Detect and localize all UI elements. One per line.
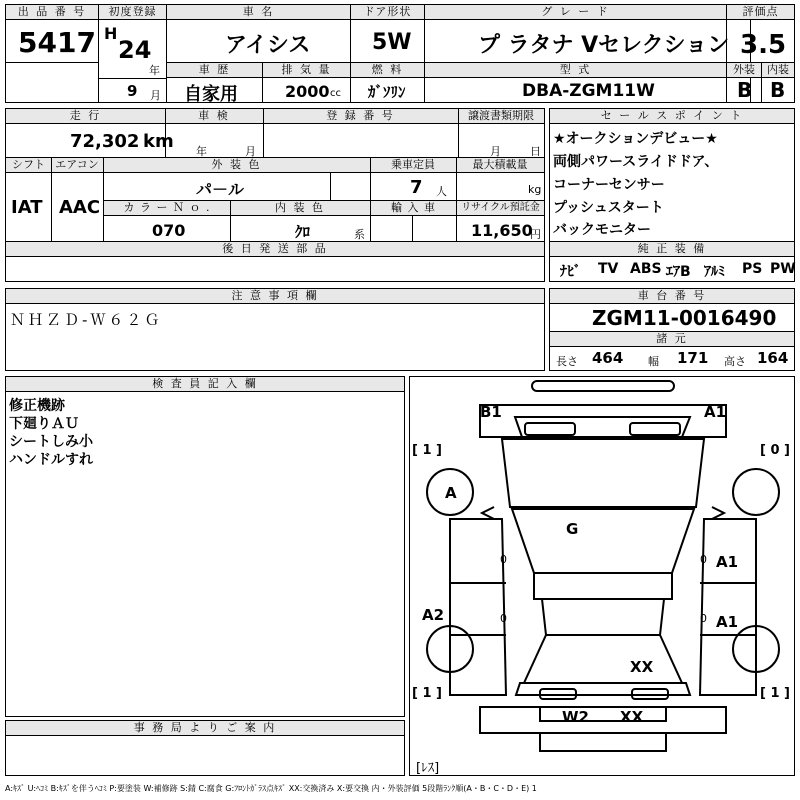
model-code: DBA-ZGM11W [522,81,655,101]
sales-point-item: バックモニター [553,222,651,238]
displacement: 2000 [285,82,330,101]
dimensions-header: 諸 元 [550,332,794,347]
interior-color: ｸﾛ [295,223,311,241]
lot-number: 5417 [18,26,96,59]
history: 自家用 [184,84,238,105]
sales-point-item: プッシュスタート [553,200,664,216]
mark-zero: 0 [700,553,707,566]
roof-mid [542,599,664,635]
shift-header: シフト [6,158,51,173]
mark-b1: B1 [480,403,502,421]
car-name-header: 車 名 [167,5,350,20]
score-value: 3.5 [740,30,787,60]
first-reg-era: H [104,24,118,43]
car-damage-diagram [409,376,795,776]
hood [502,439,704,507]
transfer-month-unit: 月 [490,145,501,158]
later-parts-header: 後 日 発 送 部 品 [6,242,544,257]
interior-color-header: 内 装 色 [230,201,370,216]
interior-score-header: 内装 [762,63,794,78]
first-reg-year-unit: 年 [149,64,160,77]
exterior-color-header: 外 装 色 [103,158,370,173]
chassis-number: ZGM11-0016490 [592,306,777,330]
grade: プ ラタナ Vセレクション [478,33,730,58]
tire-rear-left: [ 1 ] [412,686,442,701]
sales-points-header: セ ー ル ス ポ イ ン ト [550,109,794,124]
height: 164 [757,349,789,367]
transfer-header: 譲渡書類期限 [458,109,544,124]
score-header: 評価点 [727,5,794,20]
max-load-header: 最大積載量 [456,158,544,173]
grade-header: グ レ ー ド [425,5,726,20]
sales-point-item: コーナーセンサー [553,177,665,193]
recycle-unit: 円 [530,228,541,241]
first-reg-year: 24 [118,36,152,64]
max-load-unit: kg [528,183,542,196]
inspection-month-unit: 月 [245,145,256,158]
mark-xx-rear: XX [630,658,654,676]
mark-a2-left: A2 [422,606,445,624]
mark-a1-right-front: A1 [716,553,739,571]
exterior-score-header: 外装 [727,63,761,78]
length-label: 長さ [556,355,578,368]
equipment-item: TV [598,261,619,277]
displacement-unit: cc [330,88,341,99]
color-no: 070 [152,221,186,240]
left-side-body [450,519,506,695]
shift: IAT [11,197,43,218]
transfer-day-unit: 日 [530,145,541,158]
capacity-header: 乗車定員 [370,158,456,173]
tire-front-left: [ 1 ] [412,443,442,458]
inspector-line: 修正機跡 [9,398,65,414]
fuel: ｶﾞｿﾘﾝ [368,83,406,101]
mark-zero: 0 [500,612,507,625]
tire-rear-right: [ 1 ] [760,686,790,701]
notes-text: ＮＨＺＤ-Ｗ６２Ｇ [10,311,163,329]
mileage-header: 走 行 [6,109,165,124]
right-headlight [630,423,680,435]
inspector-line: 下廻りＡＵ [9,416,79,432]
aircon-header: エアコン [51,158,103,173]
history-header: 車 歴 [167,63,262,78]
mark-xx-bumper: XX [620,708,644,726]
equipment-item: ｱﾙﾐ [704,264,725,280]
inspector-line: ハンドルすれ [9,452,93,468]
sales-point-item: ★オークションデビュー★ [553,131,718,147]
height-label: 高さ [724,355,746,368]
inspector-header: 検 査 員 記 入 欄 [6,377,404,392]
registration-header: 登 録 番 号 [263,109,458,124]
inspection-year-unit: 年 [196,145,207,158]
legend: A:ｷｽﾞ U:ﾍｺﾐ B:ｷｽﾞを伴うﾍｺﾐ P:要塗装 W:補修跡 S:錆 C:腐食 G:ﾌﾛﾝﾄｶﾞﾗｽ点ｷｽﾞ XX:交換済み X:要交換 内・外装評価 5段階ﾗﾝｸ順(A・B・C・D・E) 1 [5,784,537,793]
roof [534,573,672,599]
model-code-header: 型 式 [425,63,726,78]
tire-front-right: [ 0 ] [760,443,790,458]
mileage: 72,302 [70,131,140,152]
equipment-item: PW [770,261,796,277]
license-plate-area [540,707,666,721]
inspection-header: 車 検 [165,109,263,124]
aircon: AAC [59,197,101,218]
import-header: 輸 入 車 [371,201,456,216]
first-reg-header: 初度登録 [99,5,166,20]
color-no-header: カ ラ ー Ｎ ｏ . [104,201,230,216]
door-header: ドア形状 [351,5,424,20]
equipment-item: ｴｱB [666,264,691,280]
width: 171 [677,349,709,367]
equipment-item: ﾅﾋﾞ [560,264,581,280]
exterior-score: B [737,78,753,102]
front-bumper-top-bar [532,381,674,391]
recycle-fee: 11,650 [471,221,533,240]
rear-window [524,635,682,683]
recycle-header: リサイクル預託金 [457,201,544,216]
mark-g-windshield: G [566,520,579,538]
left-headlight [525,423,575,435]
mark-a1-right-rear: A1 [716,613,739,631]
car-name: アイシス [225,33,311,58]
option-label: [ﾚｽ] [416,761,440,776]
interior-score: B [770,78,786,102]
mark-a1-front: A1 [704,403,727,421]
equipment-item: PS [742,261,763,277]
capacity-unit: 人 [436,185,447,198]
office-header: 事 務 局 よ り ご 案 内 [6,721,404,736]
inspector-line: シートしみ小 [9,434,93,450]
interior-color-suffix: 系 [354,228,365,241]
front-right-wheel [733,469,779,515]
first-reg-month-unit: 月 [150,89,161,102]
right-side-body [700,519,756,695]
mark-zero: 0 [700,612,707,625]
equipment-header: 純 正 装 備 [550,242,794,257]
notes-header: 注 意 事 項 欄 [6,289,544,304]
exterior-color: パ－ル [196,180,245,199]
capacity: 7 [410,177,423,198]
car-outline [410,377,796,777]
rear-panel [540,733,666,751]
mark-zero: 0 [500,553,507,566]
first-reg-month: 9 [127,82,138,100]
equipment-item: ABS [630,261,662,277]
width-label: 幅 [648,355,659,368]
fuel-header: 燃 料 [351,63,424,78]
right-mirror [712,507,724,519]
door-type: 5W [372,30,412,55]
chassis-header: 車 台 番 号 [550,289,794,304]
mileage-unit: km [143,131,174,152]
mark-a-left-wheel: A [445,484,457,502]
mark-w2-bumper: W2 [562,708,589,726]
lot-header: 出 品 番 号 [6,5,98,20]
left-mirror [482,507,494,519]
displacement-header: 排 気 量 [263,63,350,78]
sales-point-item: 両側パワースライドドア、 [553,154,719,170]
length: 464 [592,349,624,367]
windshield [512,509,694,573]
